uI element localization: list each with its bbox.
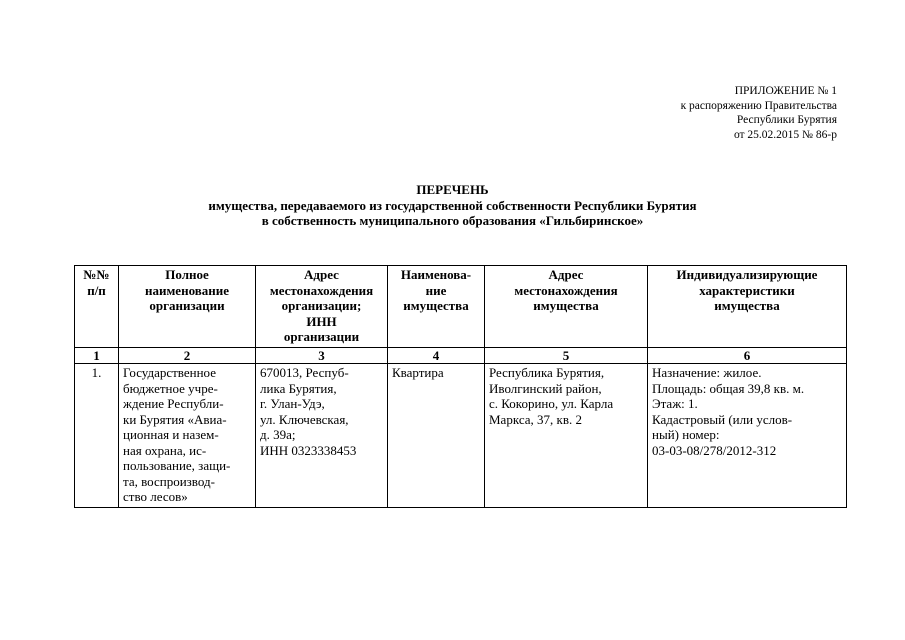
document-heading	[0, 182, 905, 229]
organization-address: 670013, Респуб- лика Бурятия, г. Улан-Удэ, ул. Ключевская, д. 39а; ИНН 0323338453	[256, 364, 388, 508]
property-characteristics: Назначение: жилое. Площадь: общая 39,8 кв. м. Этаж: 1. Кадастровый (или услов- ный) номер: 03-03-08/278/2012-312	[648, 364, 847, 508]
appendix-block	[681, 84, 837, 142]
column-number-3: 3	[256, 347, 388, 364]
appendix-date-number: от 25.02.2015 № 86-р	[733, 128, 837, 141]
column-number-1: 1	[75, 347, 119, 364]
appendix-title: ПРИЛОЖЕНИЕ № 1	[734, 85, 837, 97]
table-header-row	[75, 266, 847, 348]
column-number-4: 4	[388, 347, 485, 364]
column-number-5: 5	[485, 347, 648, 364]
header-property-name: Наименова- ние имущества	[388, 266, 485, 348]
document-subtitle-line1: имущества, передаваемого из государственной собственности Республики Бурятия	[208, 197, 697, 213]
header-property-characteristics: Индивидуализирующие характеристики имущества	[648, 266, 847, 348]
document-title: ПЕРЕЧЕНЬ	[416, 182, 489, 197]
appendix-reference: к распоряжению Правительства	[680, 99, 837, 112]
header-property-address: Адрес местонахождения имущества	[485, 266, 648, 348]
property-name: Квартира	[388, 364, 485, 508]
row-number: 1.	[75, 364, 119, 508]
property-address: Республика Бурятия, Иволгинский район, с. Кокорино, ул. Карла Маркса, 37, кв. 2	[485, 364, 648, 508]
header-organization-address: Адрес местонахождения организации; ИНН организации	[256, 266, 388, 348]
organization-name: Государственное бюджетное учре- ждение Республи- ки Бурятия «Авиа- ционная и назем- ная охрана, ис- пользование, защи- та, воспроизвод- ство лесов»	[119, 364, 256, 508]
property-table	[74, 265, 847, 508]
header-organization-name: Полное наименование организации	[119, 266, 256, 348]
column-number-2: 2	[119, 347, 256, 364]
document-subtitle-line2: в собственность муниципального образования «Гильбиринское»	[261, 213, 644, 228]
column-number-6: 6	[648, 347, 847, 364]
table-numbering-row	[75, 347, 847, 364]
appendix-authority: Республики Бурятия	[736, 114, 837, 126]
header-number: №№ п/п	[75, 266, 119, 348]
table-row	[75, 364, 847, 508]
